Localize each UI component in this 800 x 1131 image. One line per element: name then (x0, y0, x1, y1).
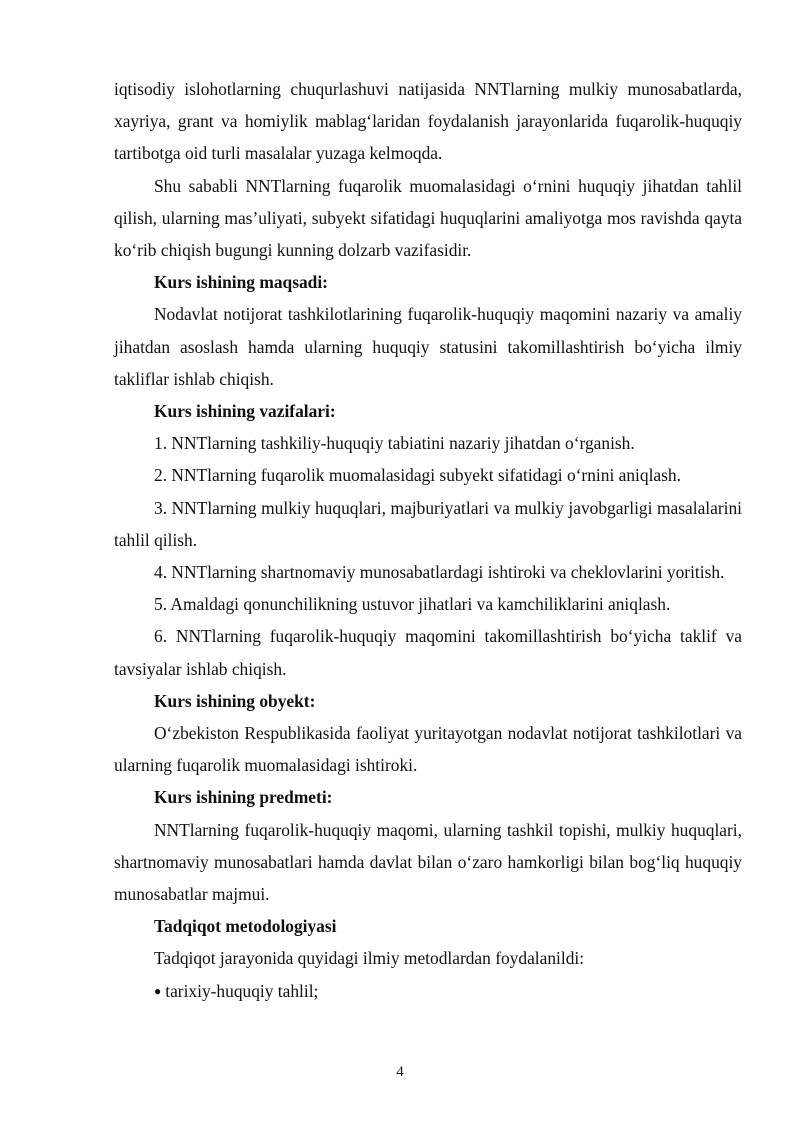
page-number: 4 (396, 1064, 404, 1080)
subject-text: NNTlarning fuqarolik-huquqiy maqomi, ularning tashkil topishi, mulkiy huquqlari, shartnomaviy munosabatlari hamda davlat bilan o‘zaro hamkorligi bilan bog‘liq huquqiy munosabatlar majmui. (114, 819, 742, 905)
bullet-icon: ● (154, 983, 162, 998)
intro-paragraph-continued: iqtisodiy islohotlarning chuqurlashuvi natijasida NNTlarning mulkiy munosabatlarda, xayriya, grant va homiylik mablag‘laridan foydalanish jarayonlarida fuqarolik-huquqiy tartibotga oid turli masalalar yuzaga kelmoqda. (114, 79, 742, 164)
task-item-3: 3. NNTlarning mulkiy huquqlari, majburiyatlari va mulkiy javobgarligi masalalarini tahlil qilish. (114, 497, 742, 550)
methodology-text: Tadqiqot jarayonida quyidagi ilmiy metodlardan foydalanildi: (154, 948, 585, 969)
goal-heading: Kurs ishining maqsadi: (154, 272, 328, 293)
tasks-heading: Kurs ishining vazifalari: (154, 401, 336, 422)
bullet-text: tarixiy-huquqiy tahlil; (165, 980, 319, 1001)
task-item-1: 1. NNTlarning tashkiliy-huquqiy tabiatini nazariy jihatdan o‘rganish. (154, 433, 635, 454)
methodology-bullet-item (114, 975, 742, 1007)
subject-heading: Kurs ishining predmeti: (154, 787, 333, 808)
task-item-6: 6. NNTlarning fuqarolik-huquqiy maqomini takomillashtirish bo‘yicha taklif va tavsiyalar ishlab chiqish. (114, 626, 742, 679)
intro-paragraph-relevance: Shu sababli NNTlarning fuqarolik muomalasidagi o‘rnini huquqiy jihatdan tahlil qilish, ularning mas’uliyati, subyekt sifatidagi huquqlarini amaliyotga mos ravishda qayta ko‘rib chiqish bugungi kunning dolzarb vazifasidir. (114, 175, 742, 261)
task-item-5: 5. Amaldagi qonunchilikning ustuvor jihatlari va kamchiliklarini aniqlash. (154, 594, 671, 615)
object-heading: Kurs ishining obyekt: (154, 690, 316, 711)
methodology-heading: Tadqiqot metodologiyasi (154, 916, 337, 937)
task-item-2: 2. NNTlarning fuqarolik muomalasidagi subyekt sifatidagi o‘rnini aniqlash. (154, 465, 681, 486)
document-page (114, 73, 742, 1007)
object-text: O‘zbekiston Respublikasida faoliyat yuritayotgan nodavlat notijorat tashkilotlari va ularning fuqarolik muomalasidagi ishtiroki. (114, 723, 742, 776)
task-item-4: 4. NNTlarning shartnomaviy munosabatlardagi ishtiroki va cheklovlarini yoritish. (154, 562, 725, 583)
goal-text: Nodavlat notijorat tashkilotlarining fuqarolik-huquqiy maqomini nazariy va amaliy jihatdan asoslash hamda ularning huquqiy statusini takomillashtirish bo‘yicha ilmiy takliflar ishlab chiqish. (114, 304, 742, 389)
